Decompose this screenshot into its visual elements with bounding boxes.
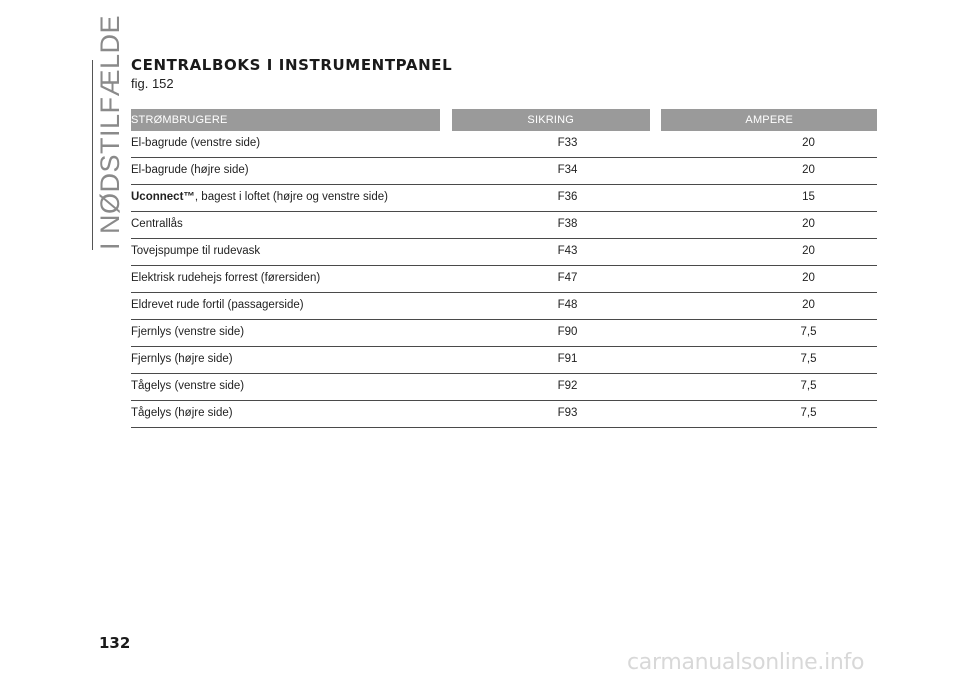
- cell-ampere: 15: [802, 191, 815, 203]
- cell-ampere: 20: [802, 299, 815, 311]
- cell-ampere: 7,5: [800, 407, 817, 419]
- consumer-text: Elektrisk rudehejs forrest (førersiden): [131, 272, 321, 284]
- cell-ampere: 20: [802, 164, 815, 176]
- cell-ampere: 7,5: [800, 353, 817, 365]
- table-row: [131, 401, 877, 428]
- consumer-text: Tågelys (højre side): [131, 407, 233, 419]
- cell-fuse: F43: [557, 245, 578, 257]
- cell-consumer: [131, 212, 457, 230]
- cell-fuse: F93: [557, 407, 578, 419]
- consumer-text: , bagest i loftet (højre og venstre side): [194, 191, 388, 203]
- consumer-text: Fjernlys (højre side): [131, 353, 233, 365]
- cell-fuse: F34: [557, 164, 578, 176]
- table-header: [131, 109, 877, 131]
- cell-consumer: [131, 401, 457, 419]
- cell-ampere: 7,5: [800, 380, 817, 392]
- cell-consumer: [131, 185, 457, 203]
- cell-ampere: 20: [802, 245, 815, 257]
- table-row: [131, 347, 877, 374]
- header-gap: [440, 109, 452, 131]
- header-ampere: AMPERE: [661, 109, 877, 131]
- cell-ampere: 7,5: [800, 326, 817, 338]
- consumer-brand: Uconnect™: [131, 191, 195, 203]
- page-number: 132: [99, 634, 131, 652]
- cell-ampere: 20: [802, 137, 815, 149]
- side-tab-rule: [92, 60, 93, 250]
- cell-consumer: [131, 293, 457, 311]
- header-gap: [650, 109, 662, 131]
- figure-reference: fig. 152: [131, 76, 174, 91]
- cell-ampere: 20: [802, 218, 815, 230]
- cell-consumer: [131, 239, 457, 257]
- consumer-text: Tågelys (venstre side): [131, 380, 245, 392]
- table-row: [131, 158, 877, 185]
- table-row: [131, 239, 877, 266]
- consumer-text: Tovejspumpe til rudevask: [131, 245, 261, 257]
- cell-fuse: F91: [557, 353, 578, 365]
- cell-consumer: [131, 374, 457, 392]
- cell-consumer: [131, 158, 457, 176]
- table-row: [131, 266, 877, 293]
- cell-fuse: F38: [557, 218, 578, 230]
- table-row: [131, 212, 877, 239]
- cell-consumer: [131, 131, 457, 149]
- consumer-text: Fjernlys (venstre side): [131, 326, 245, 338]
- table-body: [131, 131, 877, 428]
- header-consumers: STRØMBRUGERE: [131, 109, 440, 131]
- table-row: [131, 293, 877, 320]
- header-fuse: SIKRING: [452, 109, 650, 131]
- table-row: [131, 131, 877, 158]
- cell-fuse: F33: [557, 137, 578, 149]
- cell-consumer: [131, 320, 457, 338]
- side-tab-label: I NØDSTILFÆLDE: [95, 14, 125, 250]
- cell-ampere: 20: [802, 272, 815, 284]
- cell-consumer: [131, 266, 457, 284]
- cell-consumer: [131, 347, 457, 365]
- watermark-logo: carmanualsonline.info: [627, 650, 865, 675]
- consumer-text: El-bagrude (højre side): [131, 164, 249, 176]
- section-side-tab: [82, 14, 125, 250]
- section-title: CENTRALBOKS I INSTRUMENTPANEL: [131, 56, 453, 74]
- table-row: [131, 185, 877, 212]
- fuse-table: [131, 109, 877, 428]
- consumer-text: Centrallås: [131, 218, 183, 230]
- cell-fuse: F36: [557, 191, 578, 203]
- cell-fuse: F92: [557, 380, 578, 392]
- cell-fuse: F47: [557, 272, 578, 284]
- cell-fuse: F90: [557, 326, 578, 338]
- cell-fuse: F48: [557, 299, 578, 311]
- table-row: [131, 320, 877, 347]
- consumer-text: El-bagrude (venstre side): [131, 137, 261, 149]
- table-row: [131, 374, 877, 401]
- consumer-text: Eldrevet rude fortil (passagerside): [131, 299, 304, 311]
